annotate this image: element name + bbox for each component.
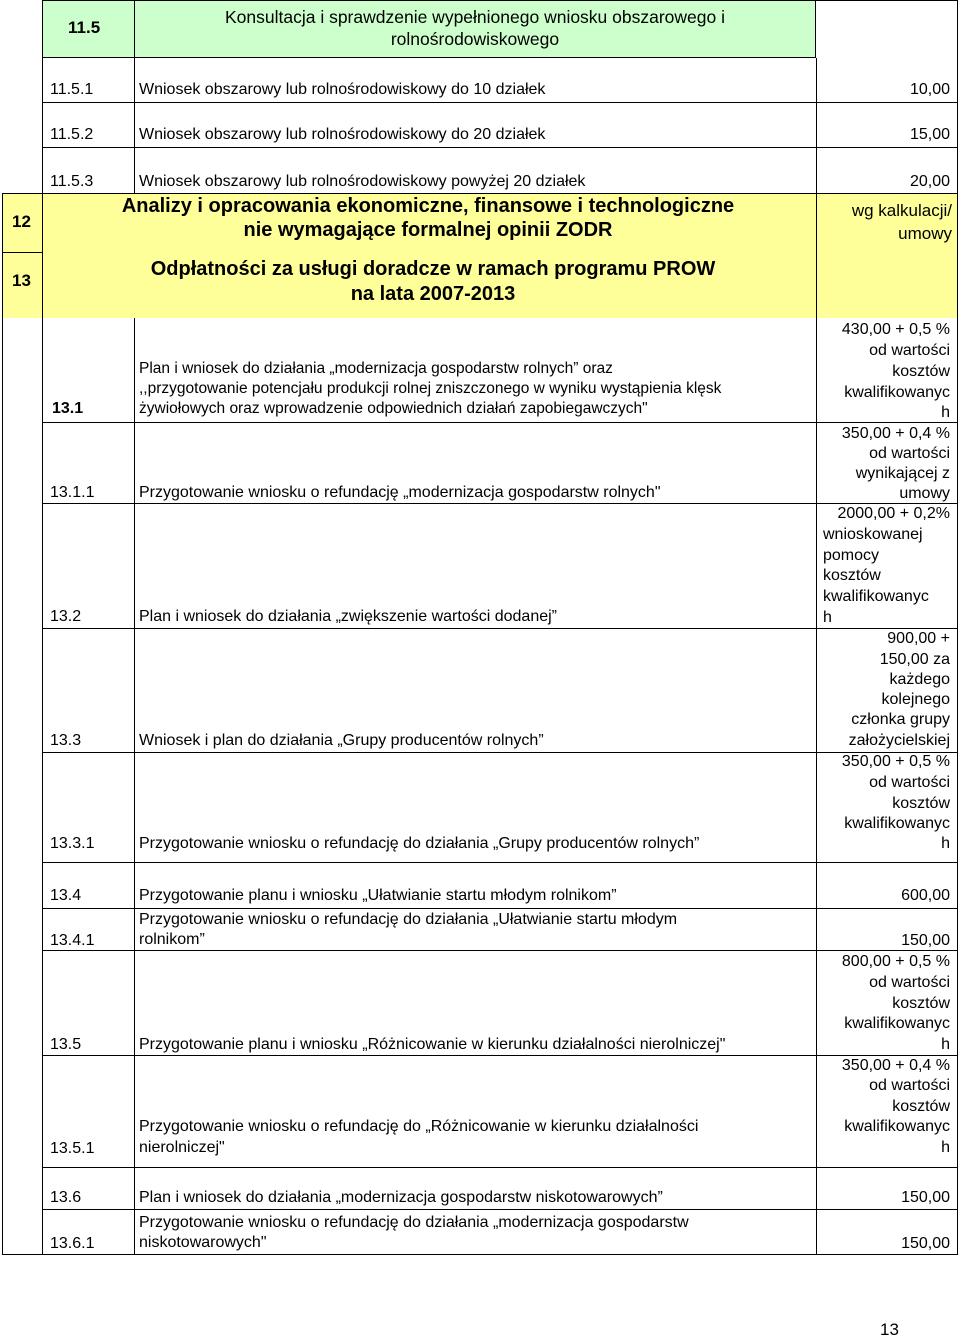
row-11-5-2-value: 15,00: [909, 126, 950, 143]
section-13-number: 13: [12, 271, 31, 290]
row-13-1-value-line4: kwalifikowanyc: [844, 384, 950, 401]
row-13-5-1-value-line1: 350,00 + 0,4 %: [841, 1057, 950, 1074]
row-13-5-value-line3: kosztów: [892, 995, 950, 1012]
row-13-1-1-text: Przygotowanie wniosku o refundację „modernizacja gospodarstw rolnych": [139, 484, 661, 501]
value-column-border-top: [816, 58, 817, 193]
left-outer-border: [2, 318, 3, 1254]
section-11-5-number: 11.5: [68, 18, 101, 37]
section-12-number-col-border: [42, 193, 43, 318]
row-13-2-value-line5: kwalifikowanyc: [823, 588, 929, 605]
row-divider-13-3-1: [42, 862, 958, 863]
row-13-2-value-line2: wnioskowanej: [823, 526, 923, 543]
row-divider-11-5-1: [42, 102, 958, 103]
row-13-1-value-line2: od wartości: [869, 342, 950, 359]
row-13-5-value-line1: 800,00 + 0,5 %: [841, 953, 950, 970]
row-13-5-1-text-line1: Przygotowanie wniosku o refundację do „Różnicowanie w kierunku działalności: [139, 1118, 699, 1135]
row-13-4-value: 600,00: [901, 887, 950, 904]
row-13-3-number: 13.3: [50, 732, 82, 749]
row-13-2-value-line1: 2000,00 + 0,2%: [837, 505, 950, 522]
row-13-5-value-line2: od wartości: [869, 974, 950, 991]
section-12-title-line2: nie wymagające formalnej opinii ZODR: [243, 219, 613, 241]
row-divider-11-5-2: [42, 147, 958, 148]
text-column-border-115: [134, 58, 135, 193]
row-13-3-1-value-line4: kwalifikowanyc: [844, 815, 950, 832]
section-13-title-line2: na lata 2007-2013: [350, 283, 516, 305]
row-13-4-1-text-line1: Przygotowanie wniosku o refundację do działania „Ułatwianie startu młodym: [139, 911, 678, 928]
row-13-2-value-line4: kosztów: [823, 567, 881, 584]
page-number: 13: [880, 1320, 899, 1339]
row-divider-13-3: [42, 752, 958, 753]
row-11-5-3-text: Wniosek obszarowy lub rolnośrodowiskowy powyżej 20 działek: [139, 173, 586, 190]
row-11-5-1-text: Wniosek obszarowy lub rolnośrodowiskowy do 10 działek: [139, 81, 546, 98]
value-column-top-line: [816, 0, 958, 1]
row-13-1-value-line5: h: [941, 404, 950, 421]
row-11-5-2-number: 11.5.2: [50, 126, 94, 143]
value-column-border: [816, 318, 817, 1254]
row-13-1-value-line3: kosztów: [892, 363, 950, 380]
row-13-3-1-number: 13.3.1: [50, 835, 95, 852]
row-13-3-value-line1: 900,00 +: [887, 630, 950, 647]
row-13-6-number: 13.6: [50, 1189, 82, 1206]
row-13-4-text: Przygotowanie planu i wniosku „Ułatwianie startu młodym rolnikom”: [139, 887, 617, 904]
row-13-6-1-value: 150,00: [901, 1235, 950, 1252]
section-12-value-line2: umowy: [898, 224, 952, 243]
row-11-5-3-value: 20,00: [909, 173, 950, 190]
row-13-5-value-line4: kwalifikowanyc: [844, 1015, 950, 1032]
row-11-5-3-number: 11.5.3: [50, 173, 94, 190]
row-13-1-1-value-line3: wynikającej z: [855, 465, 950, 482]
row-11-5-2-text: Wniosek obszarowy lub rolnośrodowiskowy do 20 działek: [139, 126, 546, 143]
row-divider-13-5: [42, 1055, 958, 1056]
section-11-5-title-line1: Konsultacja i sprawdzenie wypełnionego wniosku obszarowego i: [224, 7, 725, 27]
row-13-3-value-line3: każdego: [889, 671, 950, 688]
row-13-1-number: 13.1: [52, 400, 84, 417]
section-12-number: 12: [12, 212, 31, 231]
row-13-6-1-text-line2: niskotowarowych": [139, 1234, 267, 1251]
row-divider-13-4-1: [42, 950, 958, 951]
row-divider-13-4: [42, 908, 958, 909]
row-13-5-1-value-line2: od wartości: [869, 1077, 950, 1094]
right-edge-border: [957, 0, 958, 193]
row-13-2-number: 13.2: [50, 608, 82, 625]
section-11-5-title-line2: rolnośrodowiskowego: [390, 29, 560, 49]
row-13-5-number: 13.5: [50, 1036, 82, 1053]
row-divider-13-5-1: [42, 1167, 958, 1168]
row-13-1-1-value-line2: od wartości: [869, 445, 950, 462]
row-divider-13-2: [42, 628, 958, 629]
row-13-5-value-line5: h: [941, 1036, 950, 1053]
row-13-1-text-line1: Plan i wniosek do działania „modernizacja gospodarstw rolnych” oraz: [139, 360, 613, 377]
row-13-1-text-line2: ,,przygotowanie potencjału produkcji rolnej zniszczonego w wyniku wystąpienia klęsk: [139, 380, 722, 397]
row-13-3-value-line4: kolejnego: [881, 691, 950, 708]
row-13-2-text: Plan i wniosek do działania „zwiększenie wartości dodanej”: [139, 608, 557, 625]
row-13-5-text: Przygotowanie planu i wniosku „Różnicowanie w kierunku działalności nierolniczej": [139, 1036, 726, 1053]
row-13-3-1-value-line5: h: [941, 835, 950, 852]
text-column-border: [134, 318, 135, 1254]
row-13-5-1-value-line3: kosztów: [892, 1098, 950, 1115]
number-column-border: [42, 318, 43, 1254]
row-13-3-1-text: Przygotowanie wniosku o refundację do działania „Grupy producentów rolnych”: [139, 835, 700, 852]
section-13-title-line1: Odpłatności za usługi doradcze w ramach programu PROW: [150, 258, 716, 280]
row-13-2-value-line6: h: [823, 609, 832, 626]
number-column-border-115: [42, 58, 43, 193]
row-13-4-1-value: 150,00: [901, 932, 950, 949]
table-bottom-border: [2, 1254, 958, 1255]
row-13-2-value-line3: pomocy: [823, 547, 880, 564]
row-13-6-1-text-line1: Przygotowanie wniosku o refundację do działania „modernizacja gospodarstw: [139, 1214, 689, 1231]
row-13-4-number: 13.4: [50, 887, 82, 904]
right-outer-border: [957, 318, 958, 1254]
row-13-1-text-line3: żywiołowych oraz wprowadzenie odpowiednich działań zapobiegawczych": [139, 400, 648, 417]
row-13-4-1-number: 13.4.1: [50, 932, 95, 949]
row-divider-13-1-1: [42, 503, 958, 504]
row-11-5-1-value: 10,00: [909, 81, 950, 98]
row-13-3-1-value-line1: 350,00 + 0,5 %: [841, 753, 950, 770]
section-12-value-col-border: [816, 193, 817, 318]
row-13-6-text: Plan i wniosek do działania „modernizacja gospodarstw niskotowarowych”: [139, 1189, 663, 1206]
row-13-1-value-line1: 430,00 + 0,5 %: [841, 321, 950, 338]
row-13-5-1-text-line2: nierolniczej": [139, 1139, 225, 1156]
row-divider-13-6: [42, 1209, 958, 1210]
row-13-5-1-value-line5: h: [941, 1139, 950, 1156]
row-13-6-value: 150,00: [901, 1189, 950, 1206]
section-12-value-line1: wg kalkulacji/: [851, 201, 952, 220]
row-13-1-1-value-line4: umowy: [899, 485, 950, 502]
row-13-5-1-value-line4: kwalifikowanyc: [844, 1118, 950, 1135]
row-11-5-1-number: 11.5.1: [50, 81, 94, 98]
row-13-1-1-value-line1: 350,00 + 0,4 %: [841, 425, 950, 442]
row-13-3-value-line2: 150,00 za: [879, 651, 950, 668]
row-13-5-1-number: 13.5.1: [50, 1140, 95, 1157]
row-13-1-1-number: 13.1.1: [50, 484, 95, 501]
row-13-3-1-value-line2: od wartości: [869, 774, 950, 791]
section-12-title-line1: Analizy i opracowania ekonomiczne, finansowe i technologiczne: [121, 195, 735, 217]
row-13-3-value-line6: założycielskiej: [848, 732, 950, 749]
row-13-3-1-value-line3: kosztów: [892, 795, 950, 812]
section-12-13-divider: [2, 252, 42, 253]
row-13-6-1-number: 13.6.1: [50, 1235, 95, 1252]
row-divider-13-1: [42, 422, 958, 423]
row-13-3-text: Wniosek i plan do działania „Grupy producentów rolnych”: [139, 732, 544, 749]
row-13-3-value-line5: członka grupy: [851, 711, 950, 728]
row-13-4-1-text-line2: rolnikom”: [139, 931, 205, 948]
